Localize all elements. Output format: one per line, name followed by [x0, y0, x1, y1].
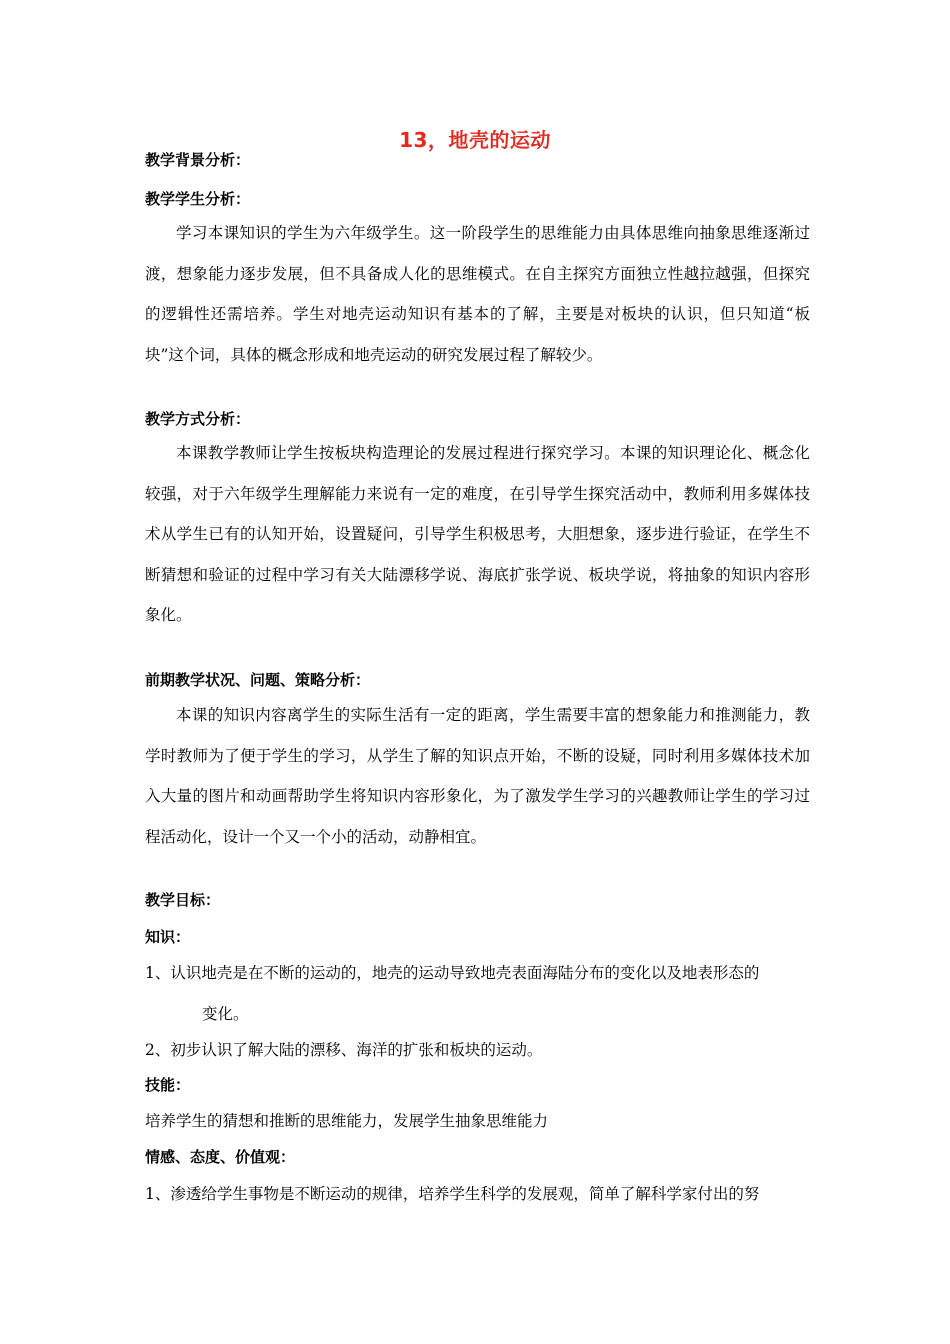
heading-prior-teaching: 前期教学状况、问题、策略分析： [145, 671, 371, 689]
paragraph-teaching-method: 本课教学教师让学生按板块构造理论的发展过程进行探究学习。本课的知识理论化、概念化较强，对于六年级学生理解能力来说有一定的难度，在引导学生探究活动中，教师利用多媒体技术从学生已有的认知开始，设置疑问，引导学生积极思考，大胆想象，逐步进行验证，在学生不断猜想和验证的过程中学习有关大陆漂移学说、海底扩张学说、板块学说，将抽象的知识内容形象化。 [145, 444, 810, 624]
paragraph-student-analysis: 学习本课知识的学生为六年级学生。这一阶段学生的思维能力由具体思维向抽象思维逐渐过渡，想象能力逐步发展，但不具备成人化的思维模式。在自主探究方面独立性越拉越强，但探究的逻辑性还需培养。学生对地壳运动知识有基本的了解，主要是对板块的认识，但只知道“板块”这个词，具体的概念形成和地壳运动的研究发展过程了解较少。 [145, 224, 810, 364]
knowledge-item-1: 1、认识地壳是在不断的运动的，地壳的运动导致地壳表面海陆分布的变化以及地表形态的 [145, 964, 760, 982]
knowledge-item-2: 2、初步认识了解大陆的漂移、海洋的扩张和板块的运动。 [145, 1041, 543, 1059]
heading-teaching-goals: 教学目标： [145, 891, 221, 909]
heading-teaching-background: 教学背景分析： [145, 151, 251, 169]
knowledge-item-1-continued: 变化。 [202, 1005, 249, 1023]
values-item-1: 1、渗透给学生事物是不断运动的规律，培养学生科学的发展观，简单了解科学家付出的努 [145, 1185, 760, 1203]
heading-student-analysis: 教学学生分析： [145, 190, 251, 208]
heading-teaching-method: 教学方式分析： [145, 410, 251, 428]
heading-skills: 技能： [145, 1076, 191, 1094]
document-title: 13，地壳的运动 [399, 128, 551, 152]
paragraph-prior-teaching: 本课的知识内容离学生的实际生活有一定的距离，学生需要丰富的想象能力和推测能力，教学时教师为了便于学生的学习，从学生了解的知识点开始，不断的设疑，同时利用多媒体技术加入大量的图片和动画帮助学生将知识内容形象化，为了激发学生学习的兴趣教师让学生的学习过程活动化，设计一个又一个小的活动，动静相宜。 [145, 706, 810, 846]
heading-knowledge: 知识： [145, 928, 191, 946]
skills-text: 培养学生的猜想和推断的思维能力，发展学生抽象思维能力 [145, 1112, 549, 1130]
heading-values: 情感、态度、价值观： [145, 1148, 296, 1166]
